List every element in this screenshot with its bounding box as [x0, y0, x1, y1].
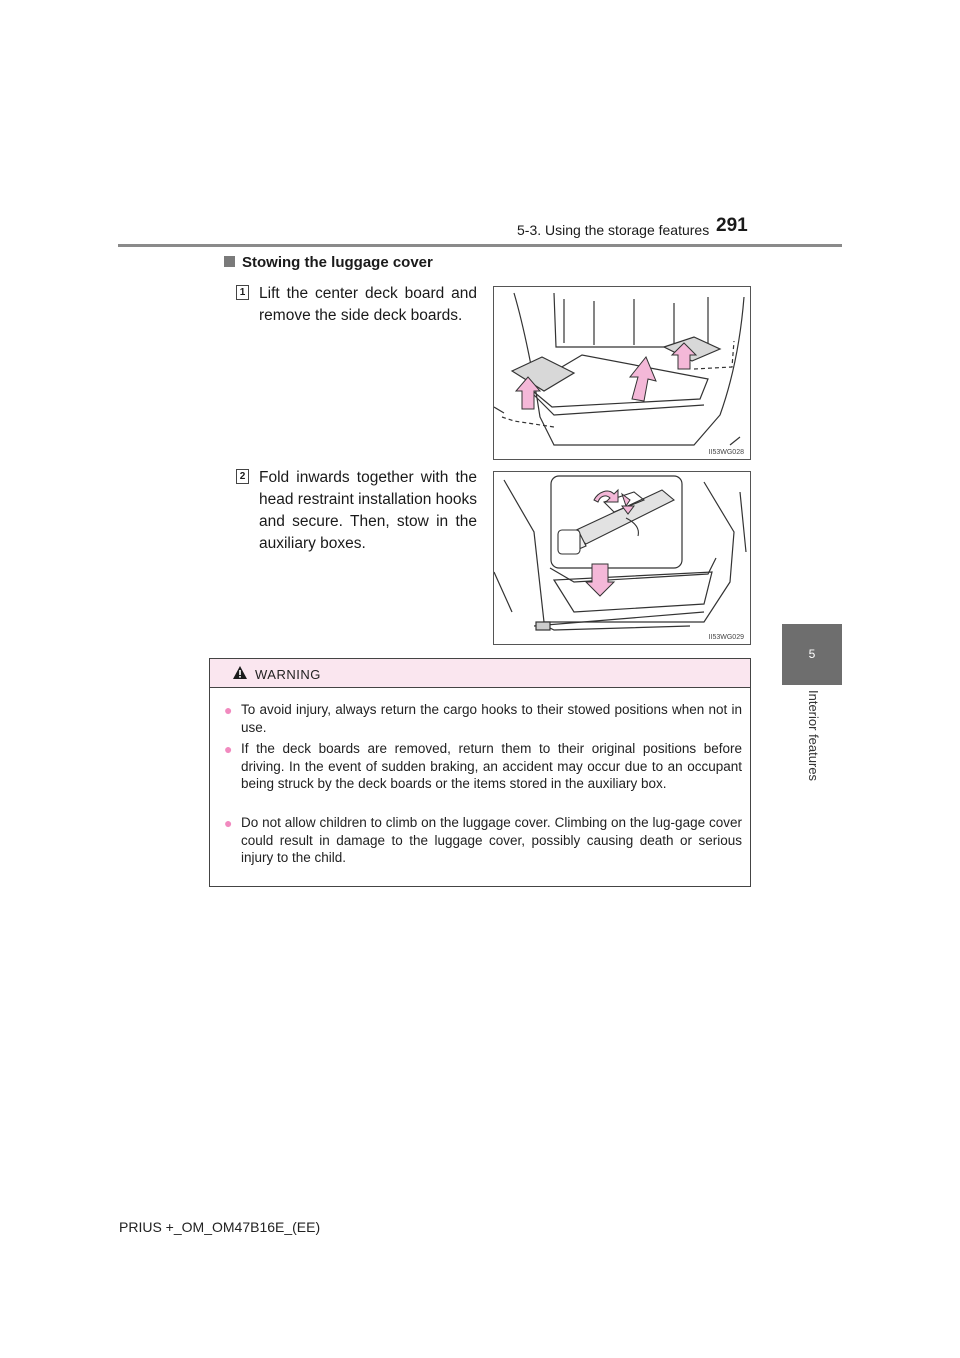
warning-item: ● Do not allow children to climb on the luggage cover. Climbing on the lug-gage cover could result in damage to the luggage cover, possibly causing death or serious injury to the child.: [224, 815, 742, 865]
pink-bullet-icon: ●: [224, 741, 233, 757]
square-bullet-icon: [224, 256, 235, 267]
header-rule: [118, 244, 842, 247]
pink-bullet-icon: ●: [224, 815, 233, 831]
page-number: 291: [716, 215, 748, 236]
step-number-2: 2: [236, 469, 249, 484]
document-id: PRIUS +_OM_OM47B16E_(EE): [119, 1219, 321, 1235]
chapter-tab[interactable]: 5: [782, 624, 842, 685]
subheading-text: Stowing the luggage cover: [242, 254, 433, 271]
subheading: [224, 254, 433, 271]
figure-stow-cover: [493, 471, 751, 645]
cargo-area-illustration-2: [494, 472, 750, 644]
warning-item: ● To avoid injury, always return the cargo hooks to their stowed positions when not in use.: [224, 702, 742, 735]
warning-box: [209, 658, 751, 887]
chapter-label: [803, 690, 825, 800]
figure-deck-boards: [493, 286, 751, 460]
step-2-text: Fold inwards together with the head restraint installation hooks and secure. Then, stow in the auxiliary boxes.: [259, 469, 477, 552]
warning-triangle-icon: [232, 665, 248, 680]
warning-item: ● If the deck boards are removed, return them to their original positions before driving. In the event of sudden braking, an accident may occur due to an occupant being struck by the deck boards or the items stored in the auxiliary box.: [224, 741, 742, 791]
warning-title: WARNING: [255, 667, 321, 682]
warning-header: [210, 659, 750, 688]
step-1-text: Lift the center deck board and remove the side deck boards.: [259, 285, 477, 324]
section-title: 5-3. Using the storage features: [517, 222, 710, 238]
pink-bullet-icon: ●: [224, 702, 233, 718]
step-number-1: 1: [236, 285, 249, 300]
figure-code-1: II53WG028: [708, 449, 744, 456]
cargo-area-illustration-1: [494, 287, 750, 459]
chapter-label-text: Interior features: [806, 690, 821, 782]
figure-code-2: II53WG029: [708, 634, 744, 641]
